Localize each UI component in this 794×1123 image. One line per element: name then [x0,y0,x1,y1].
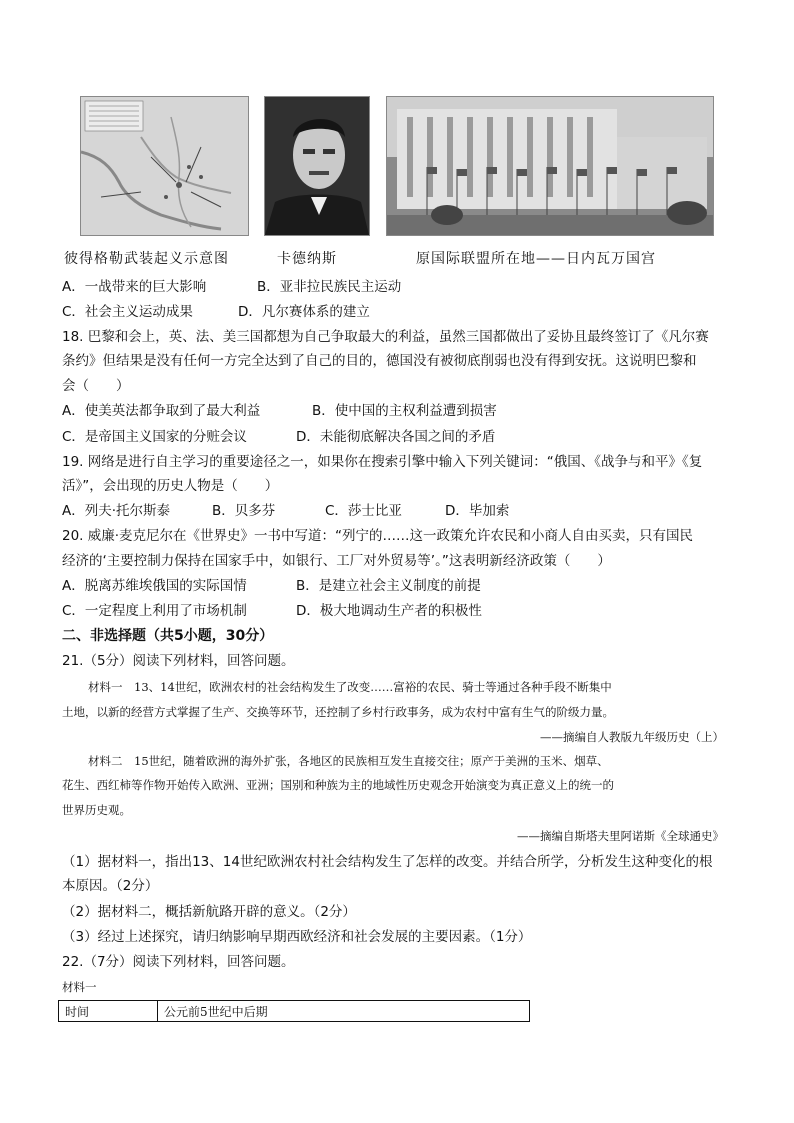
q18-stem-line3: 会（ ） [62,378,130,394]
q21-heading: 21.（5分）阅读下列材料，回答问题。 [62,653,295,669]
table-row [59,1001,530,1022]
caption-petrograd-map: 彼得格勒武装起义示意图 [64,251,229,267]
q22-material1-label: 材料一 [62,980,97,994]
q20-option-d: D．极大地调动生产者的积极性 [296,603,482,619]
q21-material1-line1: 材料一 13、14世纪，欧洲农村的社会结构发生了改变……富裕的农民、骑士等通过各种手段不断集中 [88,680,612,694]
q18-option-c: C．是帝国主义国家的分赃会议 [62,429,247,445]
q21-question2: （2）据材料二，概括新航路开辟的意义。（2分） [62,904,356,920]
q18-option-b: B．使中国的主权利益遭到损害 [312,403,497,419]
q21-question1-line2: 本原因。（2分） [62,878,159,894]
q19-option-d: D．毕加索 [445,503,510,519]
q18-stem-line1: 18. 巴黎和会上，英、法、美三国都想为自己争取最大的利益，虽然三国都做出了妥协且最终签订了《凡尔赛 [62,329,709,345]
q18-stem-line2: 条约》但结果是没有任何一方完全达到了自己的目的，德国没有被彻底削弱也没有得到安抚。这说明巴黎和 [62,353,697,369]
q19-stem-line1: 19. 网络是进行自主学习的重要途径之一，如果你在搜索引擎中输入下列关键词：“俄国、《战争与和平》《复 [62,454,703,470]
q19-option-b: B．贝多芬 [212,503,276,519]
q19-option-c: C．莎士比亚 [325,503,402,519]
table-cell-value: 公元前5世纪中后期 [158,1001,530,1022]
q19-option-a: A．列夫·托尔斯泰 [62,503,171,519]
q20-stem-line1: 20. 威廉·麦克尼尔在《世界史》一书中写道：“列宁的……这一政策允许农民和小商人自由买卖，只有国民 [62,528,694,544]
q21-question3: （3）经过上述探究，请归纳影响早期西欧经济和社会发展的主要因素。（1分） [62,929,532,945]
q21-material2-line2: 花生、西红柿等作物开始传入欧洲、亚洲；国别和种族为主的地域性历史观念开始演变为真正意义上的统一的 [62,778,614,792]
q18-option-d: D．未能彻底解决各国之间的矛盾 [296,429,496,445]
q21-material1-source: ——摘编自人教版九年级历史（上） [540,730,724,744]
petrograd-uprising-map [80,96,249,236]
q20-option-c: C．一定程度上利用了市场机制 [62,603,247,619]
cardenas-portrait [264,96,370,236]
q22-heading: 22.（7分）阅读下列材料，回答问题。 [62,954,295,970]
q21-material2-line1: 材料二 15世纪，随着欧洲的海外扩张，各地区的民族相互发生直接交往；原产于美洲的玉米、烟草、 [88,754,609,768]
q21-material1-line2: 土地，以新的经营方式掌握了生产、交换等环节，还控制了乡村行政事务，成为农村中富有生气的阶级力量。 [62,705,614,719]
q18-option-a: A．使美英法都争取到了最大利益 [62,403,261,419]
q20-option-b: B．是建立社会主义制度的前提 [296,578,481,594]
q22-material-table [58,1000,530,1022]
q17-option-c: C．社会主义运动成果 [62,304,193,320]
palais-des-nations-photo [386,96,714,236]
table-cell-label: 时间 [59,1001,158,1022]
section-heading-non-choice: 二、非选择题（共5小题，30分） [62,628,274,644]
q17-option-a: A．一战带来的巨大影响 [62,279,207,295]
q21-material2-line3: 世界历史观。 [62,803,131,817]
q17-option-d: D．凡尔赛体系的建立 [238,304,370,320]
q20-stem-line2: 经济的‘主要控制力保持在国家手中，如银行、工厂对外贸易等’。”这表明新经济政策（ ） [62,553,611,569]
caption-cardenas: 卡德纳斯 [277,251,337,267]
q21-material2-source: ——摘编自斯塔夫里阿诺斯《全球通史》 [517,829,724,843]
q17-option-b: B．亚非拉民族民主运动 [257,279,402,295]
q20-option-a: A．脱离苏维埃俄国的实际国情 [62,578,247,594]
q19-stem-line2: 活》”，会出现的历史人物是（ ） [62,478,279,494]
q21-question1-line1: （1）据材料一，指出13、14世纪欧洲农村社会结构发生了怎样的改变。并结合所学，分析发生这种变化的根 [62,854,713,870]
caption-palais-des-nations: 原国际联盟所在地——日内瓦万国宫 [416,251,656,267]
